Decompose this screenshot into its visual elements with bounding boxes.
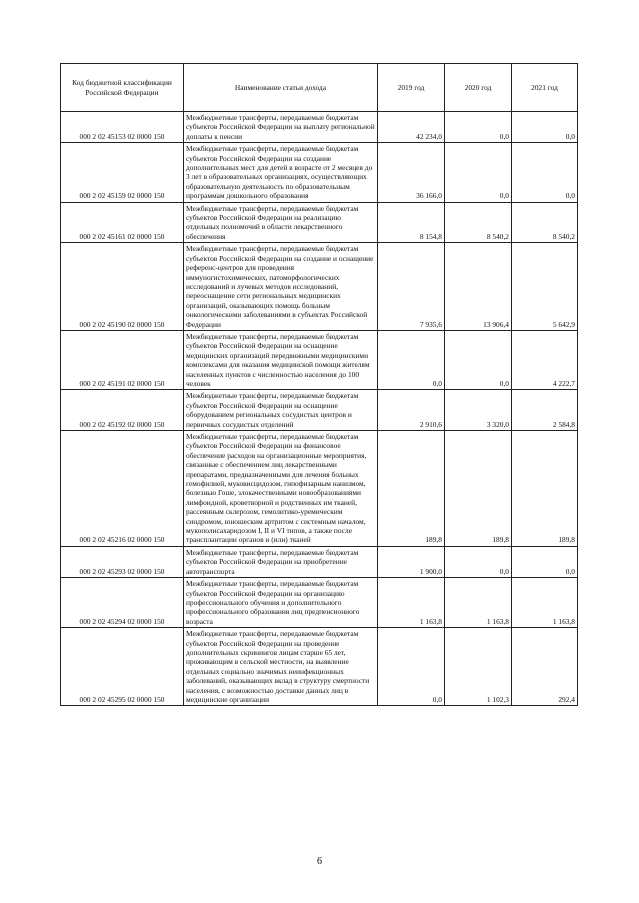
cell-2020: 0,0: [445, 112, 512, 143]
budget-revenue-table: [60, 63, 578, 706]
cell-2021: 292,4: [512, 628, 578, 706]
cell-2021: 1 163,8: [512, 578, 578, 628]
table-row: [61, 628, 578, 706]
table-row: [61, 578, 578, 628]
cell-name: Межбюджетные трансферты, передаваемые бюджетам субъектов Российской Федерации на оснащение медицинских организаций передвижными медицинскими комплексами для оказания медицинской помощи жителям населенных пунктов с численностью населения до 100 человек: [184, 330, 378, 389]
cell-name: Межбюджетные трансферты, передаваемые бюджетам субъектов Российской Федерации на оснащение оборудованием региональных сосудистых центров и первичных сосудистых отделений: [184, 390, 378, 431]
table-row: [61, 390, 578, 431]
cell-2020: 0,0: [445, 546, 512, 577]
table-header-row: [61, 64, 578, 112]
cell-code: 000 2 02 45153 02 0000 150: [61, 112, 184, 143]
cell-name: Межбюджетные трансферты, передаваемые бюджетам субъектов Российской Федерации на приобретение автотранспорта: [184, 546, 378, 577]
cell-name: Межбюджетные трансферты, передаваемые бюджетам субъектов Российской Федерации на финансовое обеспечение расходов на организационные мероприятия, связанные с обеспечением лиц лекарственными препаратами, предназначенными для лечения больных гемофилией, муковисцидозом, гипофизарным нанизмом, болезнью Гоше, злокачественными новообразованиями лимфоидной, кроветворной и родственных им тканей, рассеянным склерозом, гемолитико-уремическим синдромом, юношеским артритом с системным началом, мукополисахаридозом I, II и VI типов, а также после трансплантации органов и (или) тканей: [184, 431, 378, 547]
cell-2020: 1 102,3: [445, 628, 512, 706]
header-code: Код бюджетной классификации Российской Федерации: [61, 64, 184, 112]
header-2021: 2021 год: [512, 64, 578, 112]
cell-code: 000 2 02 45216 02 0000 150: [61, 431, 184, 547]
cell-code: 000 2 02 45293 02 0000 150: [61, 546, 184, 577]
header-2019: 2019 год: [378, 64, 445, 112]
table-row: [61, 143, 578, 202]
cell-2020: 189,8: [445, 431, 512, 547]
page-number: 6: [317, 856, 322, 867]
cell-code: 000 2 02 45294 02 0000 150: [61, 578, 184, 628]
cell-2019: 42 234,0: [378, 112, 445, 143]
cell-2020: 13 906,4: [445, 243, 512, 331]
table-row: [61, 243, 578, 331]
cell-2019: 0,0: [378, 330, 445, 389]
cell-name: Межбюджетные трансферты, передаваемые бюджетам субъектов Российской Федерации на реализацию отдельных полномочий в области лекарственного обеспечения: [184, 202, 378, 243]
table-row: [61, 431, 578, 547]
table-row: [61, 546, 578, 577]
cell-2019: 2 910,6: [378, 390, 445, 431]
cell-2020: 8 540,2: [445, 202, 512, 243]
cell-2020: 1 163,8: [445, 578, 512, 628]
cell-code: 000 2 02 45190 02 0000 150: [61, 243, 184, 331]
cell-name: Межбюджетные трансферты, передаваемые бюджетам субъектов Российской Федерации на проведение дополнительных скринингов лицам старше 65 лет, проживающим в сельской местности, на выявление отдельных социально значимых неинфекционных заболеваний, оказывающих вклад в структуру смертности населения, с возможностью доставки данных лиц в медицинские организации: [184, 628, 378, 706]
cell-2020: 0,0: [445, 330, 512, 389]
cell-name: Межбюджетные трансферты, передаваемые бюджетам субъектов Российской Федерации на создание и оснащение референс-центров для проведения иммуногистохимических, патоморфологических исследований и лучевых методов исследований, переоснащение сети региональных медицинских организаций, оказывающих помощь больным онкологическими заболеваниями в субъектах Российской Федерации: [184, 243, 378, 331]
cell-name: Межбюджетные трансферты, передаваемые бюджетам субъектов Российской Федерации на создание дополнительных мест для детей в возрасте от 2 месяцев до 3 лет в образовательных организациях, осуществляющих образовательную деятельность по образовательным программам дошкольного образования: [184, 143, 378, 202]
cell-2019: 1 163,8: [378, 578, 445, 628]
cell-2021: 4 222,7: [512, 330, 578, 389]
table-row: [61, 112, 578, 143]
header-name: Наименование статьи дохода: [184, 64, 378, 112]
cell-2021: 0,0: [512, 143, 578, 202]
cell-2019: 0,0: [378, 628, 445, 706]
cell-2021: 8 540,2: [512, 202, 578, 243]
cell-code: 000 2 02 45295 02 0000 150: [61, 628, 184, 706]
table-row: [61, 202, 578, 243]
cell-2019: 189,8: [378, 431, 445, 547]
cell-name: Межбюджетные трансферты, передаваемые бюджетам субъектов Российской Федерации на выплату региональной доплаты к пенсии: [184, 112, 378, 143]
cell-2019: 36 166,0: [378, 143, 445, 202]
cell-code: 000 2 02 45159 02 0000 150: [61, 143, 184, 202]
cell-2020: 0,0: [445, 143, 512, 202]
cell-2021: 189,8: [512, 431, 578, 547]
cell-2020: 3 320,0: [445, 390, 512, 431]
cell-name: Межбюджетные трансферты, передаваемые бюджетам субъектов Российской Федерации на организацию профессионального обучения и дополнительного профессионального образования лиц предпенсионного возраста: [184, 578, 378, 628]
cell-2019: 1 900,0: [378, 546, 445, 577]
cell-2019: 7 935,6: [378, 243, 445, 331]
cell-code: 000 2 02 45192 02 0000 150: [61, 390, 184, 431]
cell-2021: 0,0: [512, 112, 578, 143]
cell-2021: 0,0: [512, 546, 578, 577]
cell-code: 000 2 02 45191 02 0000 150: [61, 330, 184, 389]
header-2020: 2020 год: [445, 64, 512, 112]
cell-2019: 8 154,8: [378, 202, 445, 243]
table-row: [61, 330, 578, 389]
cell-2021: 2 584,8: [512, 390, 578, 431]
cell-2021: 5 642,9: [512, 243, 578, 331]
cell-code: 000 2 02 45161 02 0000 150: [61, 202, 184, 243]
